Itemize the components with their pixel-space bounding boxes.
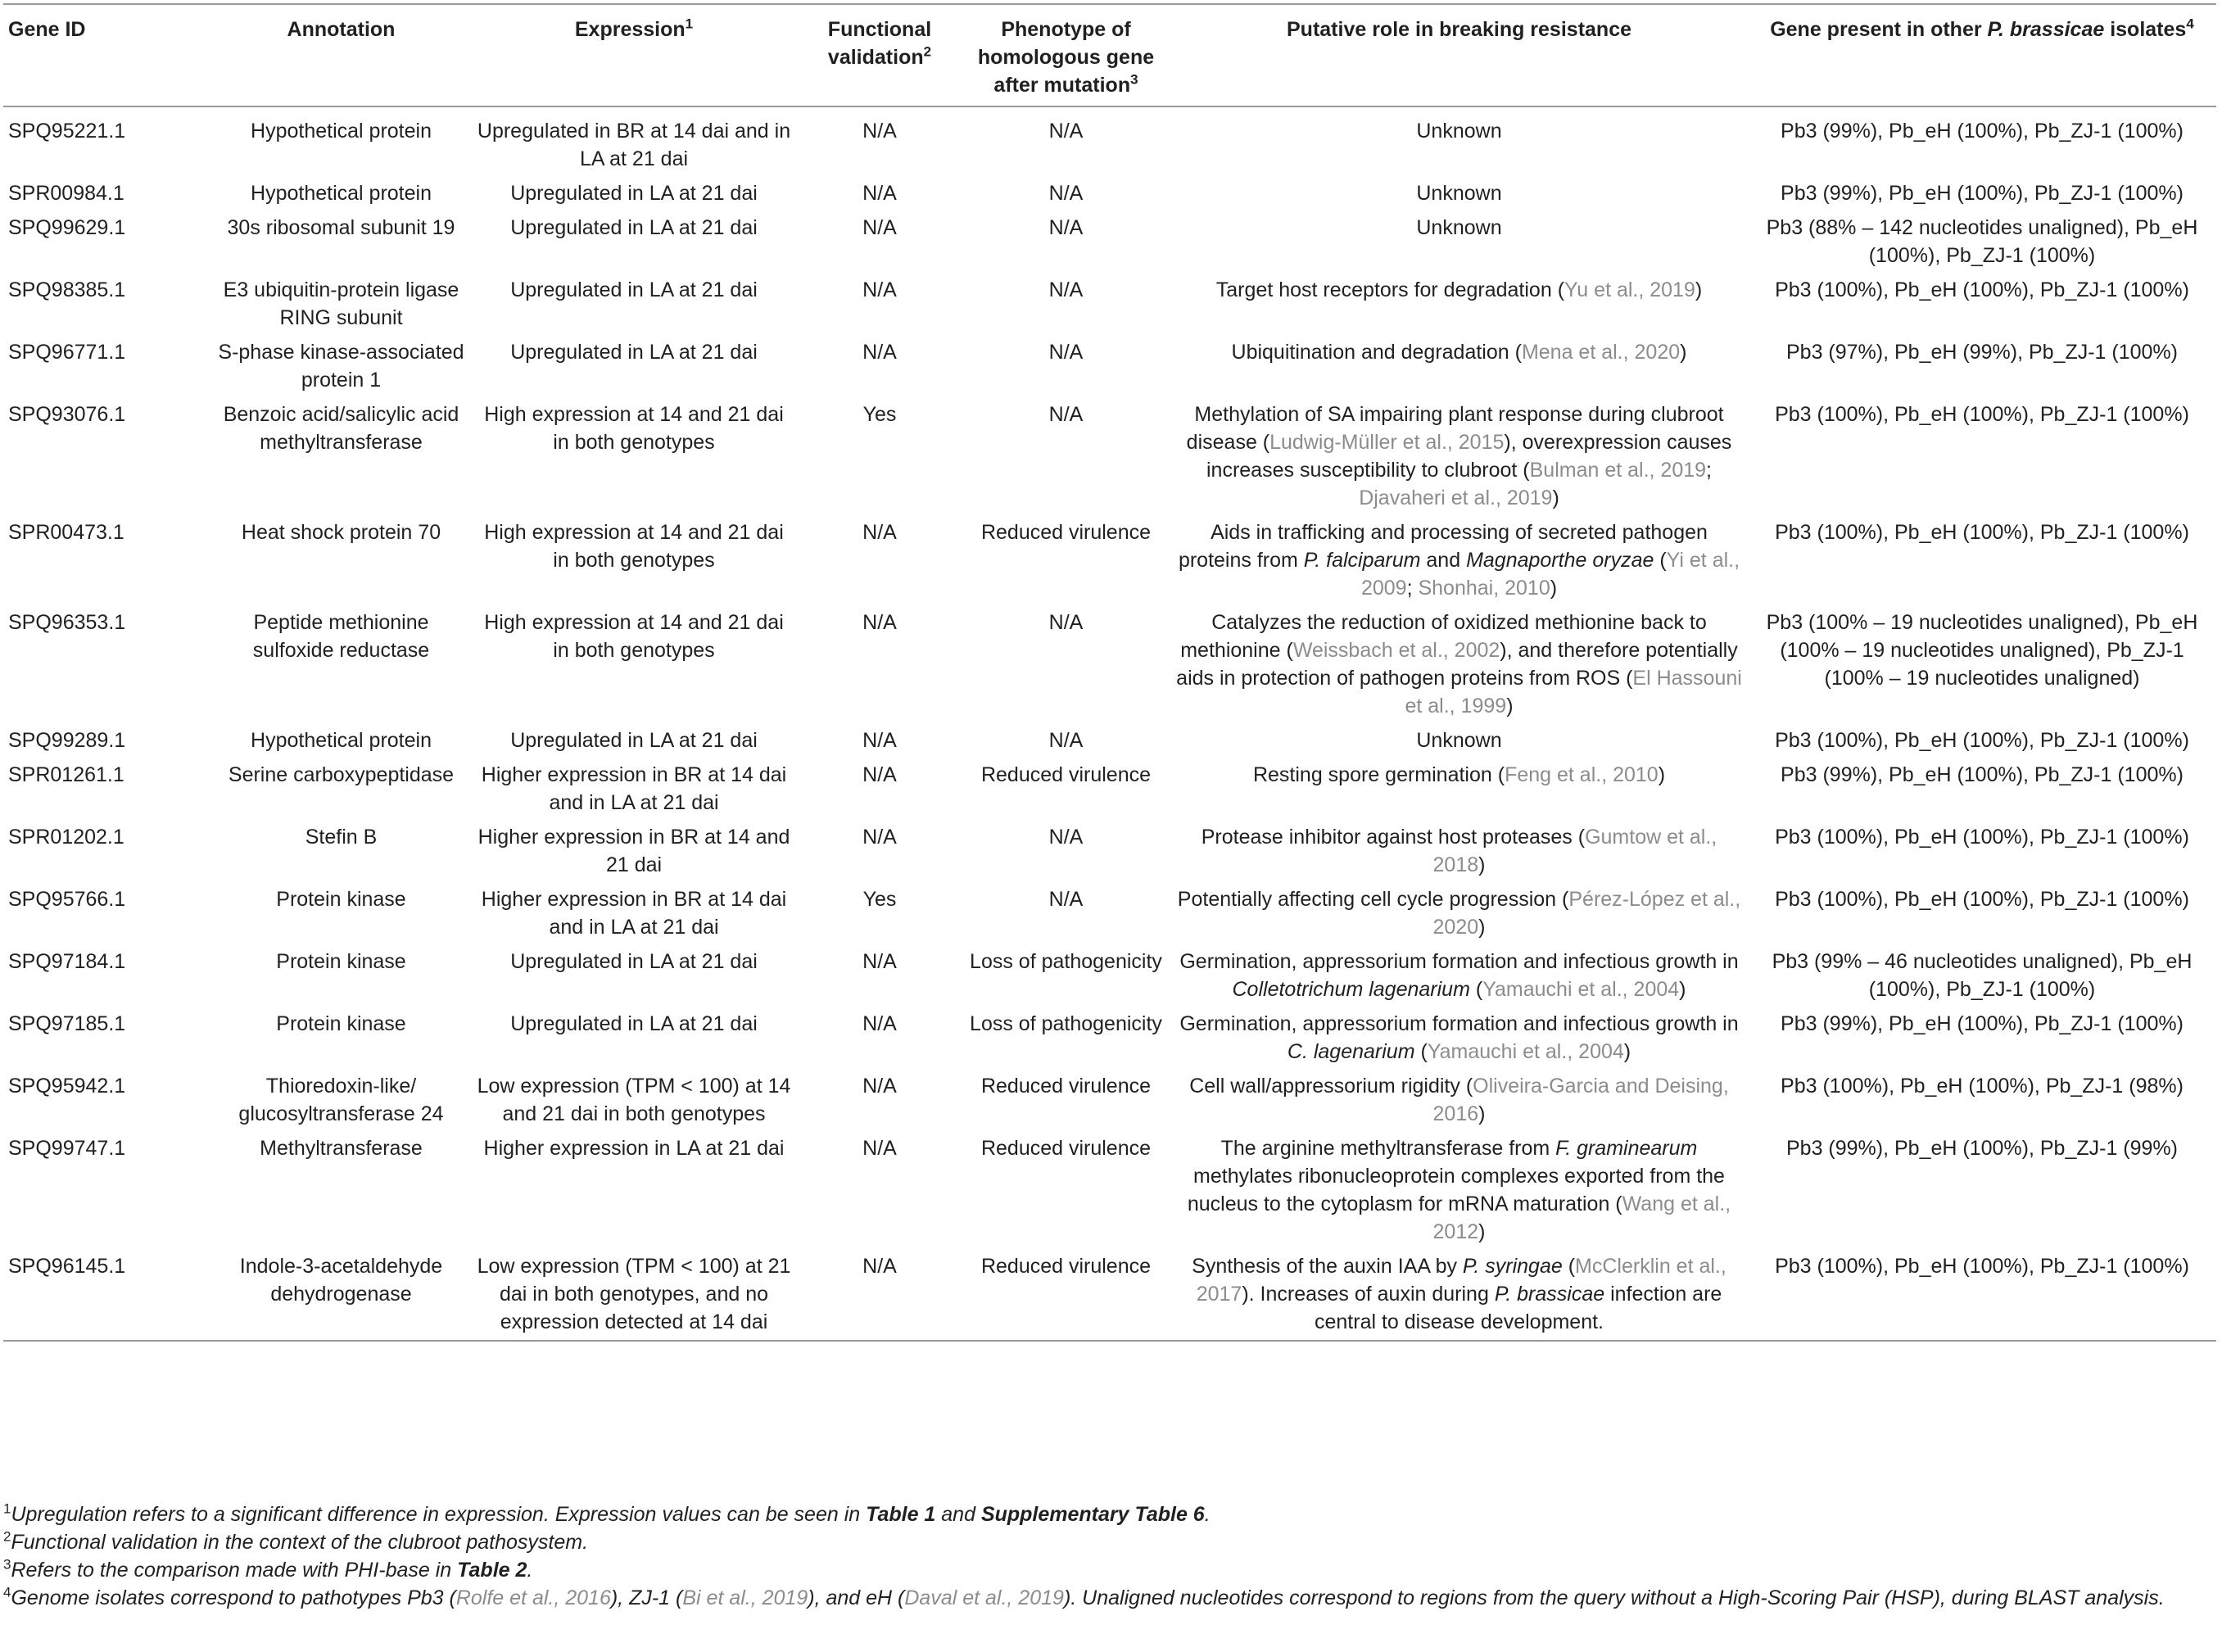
footnote-marker: 1 (3, 1500, 11, 1517)
expression-cell: High expression at 14 and 21 dai in both genotypes (484, 403, 784, 454)
footnote (3, 1556, 2206, 1584)
present-cell: Pb3 (100%), Pb_eH (100%), Pb_ZJ-1 (100%) (1775, 888, 2189, 911)
text-run: Cell wall/appressorium rigidity ( (1189, 1075, 1473, 1098)
expression-cell: Upregulated in LA at 21 dai (510, 216, 758, 239)
text-run: ) (1552, 487, 1559, 509)
validation-cell: N/A (862, 278, 897, 301)
annotation-cell: E3 ubiquitin-protein ligase RING subunit (223, 278, 459, 329)
footnotes (3, 1500, 2206, 1612)
table-row (3, 606, 2216, 724)
validation-cell: Yes (862, 403, 897, 426)
annotation-cell: Heat shock protein 70 (241, 521, 441, 544)
gene-id-cell: SPQ96771.1 (8, 341, 126, 364)
italic-text: P. brassicae (1494, 1283, 1605, 1306)
validation-cell: N/A (862, 1137, 897, 1160)
italic-text: Magnaporthe oryzae (1466, 549, 1654, 572)
text-run: Target host receptors for degradation ( (1215, 278, 1565, 301)
text-run: ; (1706, 459, 1712, 482)
role-cell (1170, 883, 1748, 945)
gene-id-cell: SPQ99747.1 (8, 1137, 126, 1160)
header-phenotype: Phenotype of homologous gene after mutation$^3$ (977, 18, 1155, 97)
present-cell: Pb3 (100%), Pb_eH (100%), Pb_ZJ-1 (100%) (1775, 521, 2189, 544)
text-run: Germination, appressorium formation and infectious growth in (1179, 1012, 1739, 1035)
table-row (3, 1007, 2216, 1070)
text-run: ), ZJ-1 ( (610, 1586, 683, 1609)
table-row (3, 106, 2216, 177)
gene-id-cell: SPQ96353.1 (8, 611, 126, 634)
phenotype-cell: N/A (1048, 216, 1084, 239)
gene-id-cell: SPR00473.1 (8, 521, 124, 544)
annotation-cell: Methyltransferase (260, 1137, 423, 1160)
text-run: ; (1406, 577, 1419, 600)
annotation-cell: Protein kinase (276, 888, 406, 911)
table-body (3, 106, 2216, 1341)
gene-id-cell: SPQ96145.1 (8, 1255, 126, 1278)
text-run: . (1204, 1503, 1211, 1526)
gene-id-cell: SPQ99629.1 (8, 216, 126, 239)
present-cell: Pb3 (100%), Pb_eH (100%), Pb_ZJ-1 (100%) (1775, 278, 2189, 301)
header-expression: Expression$^1$ (574, 16, 694, 41)
present-cell: Pb3 (100% – 19 nucleotides unaligned), Pb_eH (100% – 19 nucleotides unaligned), Pb_ZJ-1 (100% – 19 nucleotides unaligned) (1766, 611, 2198, 690)
text-run: Functional validation in the context of the clubroot pathosystem. (11, 1531, 589, 1554)
role-cell (1170, 398, 1748, 516)
citation-link[interactable]: El Hassouni et al., 1999 (1405, 667, 1742, 717)
expression-cell: High expression at 14 and 21 dai in both genotypes (484, 611, 784, 662)
text-run: Potentially affecting cell cycle progression ( (1177, 888, 1569, 911)
text-run: The arginine methyltransferase from (1220, 1137, 1556, 1160)
citation-link[interactable]: Shonhai, 2010 (1418, 577, 1550, 600)
gene-table (3, 3, 2216, 1342)
text-run: Germination, appressorium formation and infectious growth in (1179, 950, 1739, 973)
phenotype-cell: N/A (1048, 826, 1084, 849)
table-row (3, 398, 2216, 516)
text-run: ) (1658, 763, 1666, 786)
text-run: Unknown (1416, 216, 1502, 239)
text-run: ) (1478, 853, 1486, 876)
text-run: Genome isolates correspond to pathotypes Pb3 ( (11, 1586, 456, 1609)
text-run: Synthesis of the auxin IAA by (1192, 1255, 1463, 1278)
text-run: ) (1478, 1220, 1486, 1243)
footnote-marker: 2 (3, 1528, 11, 1545)
table-row (3, 883, 2216, 945)
present-cell: Pb3 (100%), Pb_eH (100%), Pb_ZJ-1 (100%) (1775, 826, 2189, 849)
expression-cell: Upregulated in BR at 14 dai and in LA at 21 dai (477, 120, 791, 170)
present-cell: Pb3 (99%), Pb_eH (100%), Pb_ZJ-1 (100%) (1781, 1012, 2184, 1035)
present-cell: Pb3 (100%), Pb_eH (100%), Pb_ZJ-1 (100%) (1775, 1255, 2189, 1278)
annotation-cell: S-phase kinase-associated protein 1 (218, 341, 464, 392)
annotation-cell: Indole-3-acetaldehyde dehydrogenase (239, 1255, 443, 1306)
text-run: Aids in trafficking and processing of secreted pathogen proteins from (1178, 521, 1708, 572)
italic-text: Colletotrichum lagenarium (1232, 978, 1470, 1001)
text-run: ) (1680, 341, 1687, 364)
role-cell (1170, 1007, 1748, 1070)
citation-link[interactable]: Bi et al., 2019 (682, 1586, 808, 1609)
gene-id-cell: SPQ93076.1 (8, 403, 126, 426)
text-run: ( (1414, 1040, 1428, 1063)
gene-id-cell: SPQ97185.1 (8, 1012, 126, 1035)
text-run: Methylation of SA impairing plant response during clubroot disease ( (1186, 403, 1724, 454)
table-row (3, 724, 2216, 758)
text-run: ), and therefore potentially aids in protection of pathogen proteins from ROS ( (1176, 639, 1738, 690)
gene-id-cell: SPR00984.1 (8, 182, 124, 205)
gene-id-cell: SPQ95221.1 (8, 120, 126, 143)
phenotype-cell: N/A (1048, 341, 1084, 364)
citation-link[interactable]: Rolfe et al., 2016 (455, 1586, 611, 1609)
gene-id-cell: SPQ98385.1 (8, 278, 126, 301)
text-run: ) (1506, 695, 1514, 717)
citation-link[interactable]: Mena et al., 2020 (1521, 341, 1681, 364)
gene-id-cell: SPQ97184.1 (8, 950, 126, 973)
text-run: ) (1478, 1102, 1486, 1125)
header-functional-validation: Functional validation$^2$ (827, 18, 932, 69)
text-run: and (1420, 549, 1467, 572)
table-header (3, 4, 2216, 106)
citation-link[interactable]: Yamauchi et al., 2004 (1482, 978, 1680, 1001)
annotation-cell: Serine carboxypeptidase (228, 763, 455, 786)
present-cell: Pb3 (99% – 46 nucleotides unaligned), Pb_eH (100%), Pb_ZJ-1 (100%) (1772, 950, 2193, 1001)
present-cell: Pb3 (97%), Pb_eH (99%), Pb_ZJ-1 (100%) (1786, 341, 2178, 364)
text-run: ), and eH ( (808, 1586, 905, 1609)
header-gene-id: Gene ID (8, 18, 86, 41)
text-run: . (527, 1559, 533, 1582)
gene-id-cell: SPR01202.1 (8, 826, 124, 849)
present-cell: Pb3 (100%), Pb_eH (100%), Pb_ZJ-1 (98%) (1781, 1075, 2184, 1098)
validation-cell: N/A (862, 120, 897, 143)
role-cell (1170, 274, 1748, 336)
phenotype-cell: N/A (1048, 182, 1084, 205)
text-run: ) (1550, 577, 1558, 600)
present-cell: Pb3 (100%), Pb_eH (100%), Pb_ZJ-1 (100%) (1775, 729, 2189, 752)
citation-link[interactable]: Daval et al., 2019 (904, 1586, 1064, 1609)
table-row (3, 1070, 2216, 1132)
expression-cell: High expression at 14 and 21 dai in both genotypes (484, 521, 784, 572)
present-cell: Pb3 (100%), Pb_eH (100%), Pb_ZJ-1 (100%) (1775, 403, 2189, 426)
phenotype-cell: N/A (1048, 120, 1084, 143)
expression-cell: Low expression (TPM < 100) at 14 and 21 dai in both genotypes (477, 1075, 791, 1125)
text-run: and (935, 1503, 981, 1526)
validation-cell: N/A (862, 1012, 897, 1035)
expression-cell: Upregulated in LA at 21 dai (510, 182, 758, 205)
table-row (3, 1132, 2216, 1250)
citation-link[interactable]: Yamauchi et al., 2004 (1427, 1040, 1624, 1063)
annotation-cell: Hypothetical protein (251, 729, 432, 752)
role-cell (1170, 177, 1748, 211)
table-row (3, 336, 2216, 398)
citation-link[interactable]: Yu et al., 2019 (1564, 278, 1695, 301)
role-cell (1170, 758, 1748, 821)
annotation-cell: 30s ribosomal subunit 19 (227, 216, 455, 239)
table-row (3, 945, 2216, 1007)
italic-text: P. syringae (1462, 1255, 1563, 1278)
citation-link[interactable]: Gumtow et al., 2018 (1432, 826, 1717, 876)
phenotype-cell: N/A (1048, 278, 1084, 301)
text-run: ). Increases of auxin during (1242, 1283, 1495, 1306)
present-cell: Pb3 (99%), Pb_eH (100%), Pb_ZJ-1 (100%) (1781, 120, 2184, 143)
citation-link[interactable]: Weissbach et al., 2002 (1292, 639, 1500, 662)
italic-text: F. graminearum (1555, 1137, 1698, 1160)
phenotype-cell: Reduced virulence (980, 521, 1152, 544)
expression-cell: Upregulated in LA at 21 dai (510, 729, 758, 752)
validation-cell: N/A (862, 729, 897, 752)
expression-cell: Upregulated in LA at 21 dai (510, 1012, 758, 1035)
table-row (3, 821, 2216, 883)
text-run: ) (1679, 978, 1686, 1001)
annotation-cell: Protein kinase (276, 1012, 406, 1035)
citation-link[interactable]: Djavaheri et al., 2019 (1359, 487, 1553, 509)
text-run: ) (1623, 1040, 1631, 1063)
footnote (3, 1528, 2206, 1556)
role-cell (1170, 1070, 1748, 1132)
annotation-cell: Peptide methionine sulfoxide reductase (252, 611, 430, 662)
text-run: ( (1469, 978, 1483, 1001)
phenotype-cell: N/A (1048, 611, 1084, 634)
annotation-cell: Hypothetical protein (251, 120, 432, 143)
gene-id-cell: SPQ95942.1 (8, 1075, 126, 1098)
expression-cell: Higher expression in BR at 14 dai and in LA at 21 dai (481, 888, 787, 939)
validation-cell: N/A (862, 826, 897, 849)
expression-cell: Upregulated in LA at 21 dai (510, 278, 758, 301)
citation-link[interactable]: Bulman et al., 2019 (1529, 459, 1707, 482)
phenotype-cell: Reduced virulence (980, 763, 1152, 786)
phenotype-cell: Reduced virulence (980, 1075, 1152, 1098)
annotation-cell: Protein kinase (276, 950, 406, 973)
text-run: ) (1695, 278, 1703, 301)
text-run: ) (1478, 916, 1486, 939)
present-cell: Pb3 (99%), Pb_eH (100%), Pb_ZJ-1 (99%) (1786, 1137, 2178, 1160)
present-cell: Pb3 (88% – 142 nucleotides unaligned), Pb_eH (100%), Pb_ZJ-1 (100%) (1766, 216, 2198, 267)
phenotype-cell: Loss of pathogenicity (970, 950, 1162, 973)
phenotype-cell: Reduced virulence (980, 1137, 1152, 1160)
validation-cell: N/A (862, 216, 897, 239)
citation-link[interactable]: Ludwig-Müller et al., 2015 (1269, 431, 1505, 454)
text-run: methylates ribonucleoprotein complexes exported from the nucleus to the cytoplasm for mRNA maturation ( (1187, 1165, 1725, 1215)
validation-cell: N/A (862, 763, 897, 786)
table-reference[interactable]: Supplementary Table 6 (980, 1503, 1205, 1526)
phenotype-cell: N/A (1048, 403, 1084, 426)
annotation-cell: Stefin B (305, 826, 378, 849)
validation-cell: N/A (862, 1075, 897, 1098)
table-row (3, 516, 2216, 606)
expression-cell: Upregulated in LA at 21 dai (510, 341, 758, 364)
annotation-cell: Thioredoxin-like/ glucosyltransferase 24 (238, 1075, 444, 1125)
citation-link[interactable]: Wang et al., 2012 (1432, 1193, 1731, 1243)
text-run: Upregulation refers to a significant difference in expression. Expression values can be seen in (11, 1503, 867, 1526)
text-run: Protease inhibitor against host proteases ( (1201, 826, 1586, 849)
validation-cell: N/A (862, 950, 897, 973)
gene-id-cell: SPR01261.1 (8, 763, 124, 786)
phenotype-cell: Reduced virulence (980, 1255, 1152, 1278)
text-run: Resting spore germination ( (1252, 763, 1505, 786)
validation-cell: N/A (862, 341, 897, 364)
role-cell (1170, 821, 1748, 883)
expression-cell: Upregulated in LA at 21 dai (510, 950, 758, 973)
citation-link[interactable]: Feng et al., 2010 (1505, 763, 1659, 786)
phenotype-cell: N/A (1048, 729, 1084, 752)
italic-text: C. lagenarium (1287, 1040, 1415, 1063)
role-cell (1170, 1132, 1748, 1250)
table-row (3, 758, 2216, 821)
text-run: Ubiquitination and degradation ( (1231, 341, 1522, 364)
role-cell (1170, 336, 1748, 398)
table-row (3, 1250, 2216, 1341)
role-cell (1170, 724, 1748, 758)
table-reference[interactable]: Table 1 (866, 1503, 936, 1526)
present-cell: Pb3 (99%), Pb_eH (100%), Pb_ZJ-1 (100%) (1781, 763, 2184, 786)
role-cell (1170, 945, 1748, 1007)
text-run: infection are central to disease development. (1315, 1283, 1722, 1333)
citation-link[interactable]: McClerklin et al., 2017 (1196, 1255, 1726, 1306)
italic-text: P. falciparum (1303, 549, 1421, 572)
annotation-cell: Hypothetical protein (251, 182, 432, 205)
validation-cell: Yes (862, 888, 897, 911)
text-run: Unknown (1416, 120, 1502, 143)
present-cell: Pb3 (99%), Pb_eH (100%), Pb_ZJ-1 (100%) (1781, 182, 2184, 205)
validation-cell: N/A (862, 521, 897, 544)
annotation-cell: Benzoic acid/salicylic acid methyltransferase (223, 403, 459, 454)
footnote-marker: 3 (3, 1556, 11, 1573)
footnote-marker: 4 (3, 1584, 11, 1600)
validation-cell: N/A (862, 611, 897, 634)
text-run: ( (1654, 549, 1667, 572)
header-annotation: Annotation (287, 18, 396, 41)
text-run: Unknown (1416, 729, 1502, 752)
validation-cell: N/A (862, 1255, 897, 1278)
header-putative-role: Putative role in breaking resistance (1287, 18, 1631, 41)
gene-id-cell: SPQ95766.1 (8, 888, 126, 911)
text-run: ). Unaligned nucleotides correspond to regions from the query without a High-Scoring Pair (HSP), during BLAST analysis. (1063, 1586, 2165, 1609)
role-cell (1170, 516, 1748, 606)
role-cell (1170, 106, 1748, 177)
citation-link[interactable]: Yi et al., 2009 (1360, 549, 1740, 600)
gene-id-cell: SPQ99289.1 (8, 729, 126, 752)
table-row (3, 211, 2216, 274)
expression-cell: Higher expression in LA at 21 dai (483, 1137, 785, 1160)
role-cell (1170, 606, 1748, 724)
text-run: ( (1562, 1255, 1576, 1278)
role-cell (1170, 1250, 1748, 1341)
expression-cell: Low expression (TPM < 100) at 21 dai in both genotypes, and no expression detected at 14 dai (477, 1255, 791, 1333)
text-run: Refers to the comparison made with PHI-base in (11, 1559, 458, 1582)
expression-cell: Higher expression in BR at 14 and 21 dai (477, 826, 790, 876)
role-cell (1170, 211, 1748, 274)
citation-link[interactable]: Pérez-López et al., 2020 (1432, 888, 1741, 939)
phenotype-cell: Loss of pathogenicity (970, 1012, 1162, 1035)
phenotype-cell: N/A (1048, 888, 1084, 911)
text-run: Catalyzes the reduction of oxidized methionine back to methionine ( (1180, 611, 1707, 662)
citation-link[interactable]: Oliveira-Garcia and Deising, 2016 (1432, 1075, 1729, 1125)
footnote (3, 1500, 2206, 1528)
header-gene-present: Gene present in other P. brassicae isolates$^4$ (1770, 16, 2194, 41)
table-reference[interactable]: Table 2 (457, 1559, 527, 1582)
footnote (3, 1584, 2206, 1612)
text-run: Unknown (1416, 182, 1502, 205)
table-row (3, 274, 2216, 336)
table-row (3, 177, 2216, 211)
validation-cell: N/A (862, 182, 897, 205)
text-run: ), overexpression causes increases susceptibility to clubroot ( (1206, 431, 1732, 482)
expression-cell: Higher expression in BR at 14 dai and in LA at 21 dai (481, 763, 787, 814)
